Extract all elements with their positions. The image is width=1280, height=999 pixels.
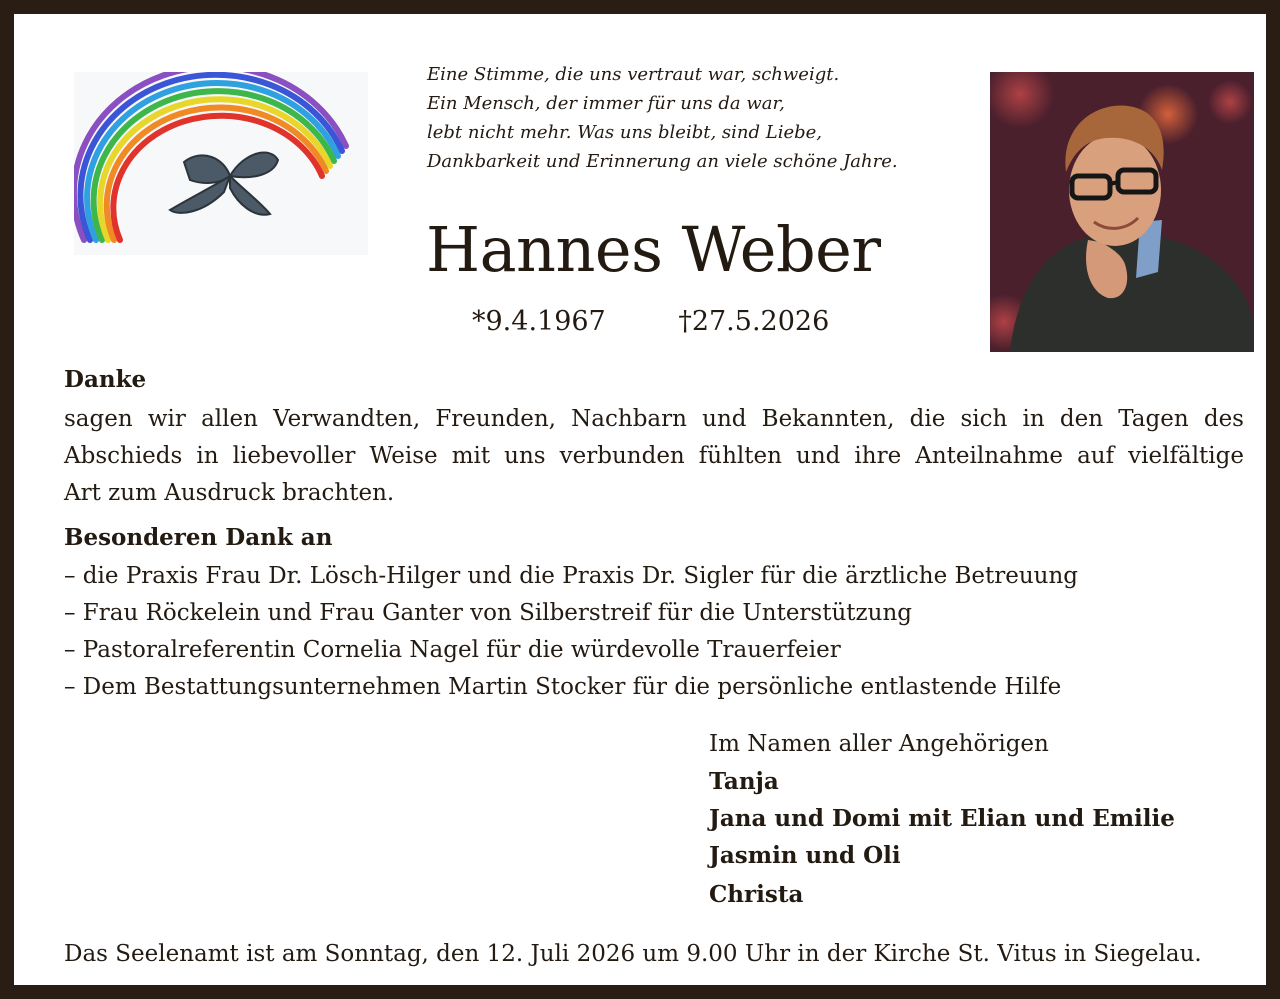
signers-intro: Im Namen aller Angehörigen: [709, 731, 1049, 757]
thanks-line: sagen wir allen Verwandten, Freunden, Nachbarn und Bekannten, die sich in den Tagen des: [64, 406, 1244, 432]
life-dates: [472, 304, 829, 340]
thanks-text: [64, 401, 1244, 512]
verse-line: Dankbarkeit und Erinnerung an viele schöne Jahre.: [427, 151, 898, 172]
list-item: – die Praxis Frau Dr. Lösch-Hilger und die Praxis Dr. Sigler für die ärztliche Betreuung: [64, 563, 1079, 589]
portrait-photo: [990, 72, 1254, 352]
list-item: – Dem Bestattungsunternehmen Martin Stocker für die persönliche entlastende Hilfe: [64, 674, 1062, 700]
death-date: †27.5.2026: [678, 306, 830, 337]
rainbow-butterfly-icon: [74, 72, 368, 255]
signers-block: [709, 726, 1175, 913]
verse-line: Eine Stimme, die uns vertraut war, schweigt.: [427, 64, 840, 85]
verse-line: Ein Mensch, der immer für uns da war,: [427, 93, 785, 114]
signer-name: Christa: [709, 881, 804, 908]
signer-name: Tanja: [709, 768, 779, 795]
service-announcement: Das Seelenamt ist am Sonntag, den 12. Juli 2026 um 9.00 Uhr in der Kirche St. Vitus in Siegelau.: [64, 941, 1202, 967]
thanks-title: Danke: [64, 366, 147, 393]
birth-date: *9.4.1967: [472, 306, 606, 337]
signer-name: Jasmin und Oli: [709, 842, 901, 869]
thanks-line: Art zum Ausdruck brachten.: [64, 480, 395, 506]
deceased-name: Hannes Weber: [426, 213, 881, 286]
special-thanks-title: Besonderen Dank an: [64, 524, 333, 551]
list-item: – Frau Röckelein und Frau Ganter von Silberstreif für die Unterstützung: [64, 600, 912, 626]
special-thanks-list: [64, 558, 1244, 706]
thanks-line: Abschieds in liebevoller Weise mit uns verbunden fühlten und ihre Anteilnahme auf vielfältige: [64, 443, 1244, 469]
list-item: – Pastoralreferentin Cornelia Nagel für die würdevolle Trauerfeier: [64, 637, 841, 663]
memorial-verse: [427, 60, 967, 176]
signer-name: Jana und Domi mit Elian und Emilie: [709, 805, 1175, 832]
verse-line: lebt nicht mehr. Was uns bleibt, sind Liebe,: [427, 122, 822, 143]
